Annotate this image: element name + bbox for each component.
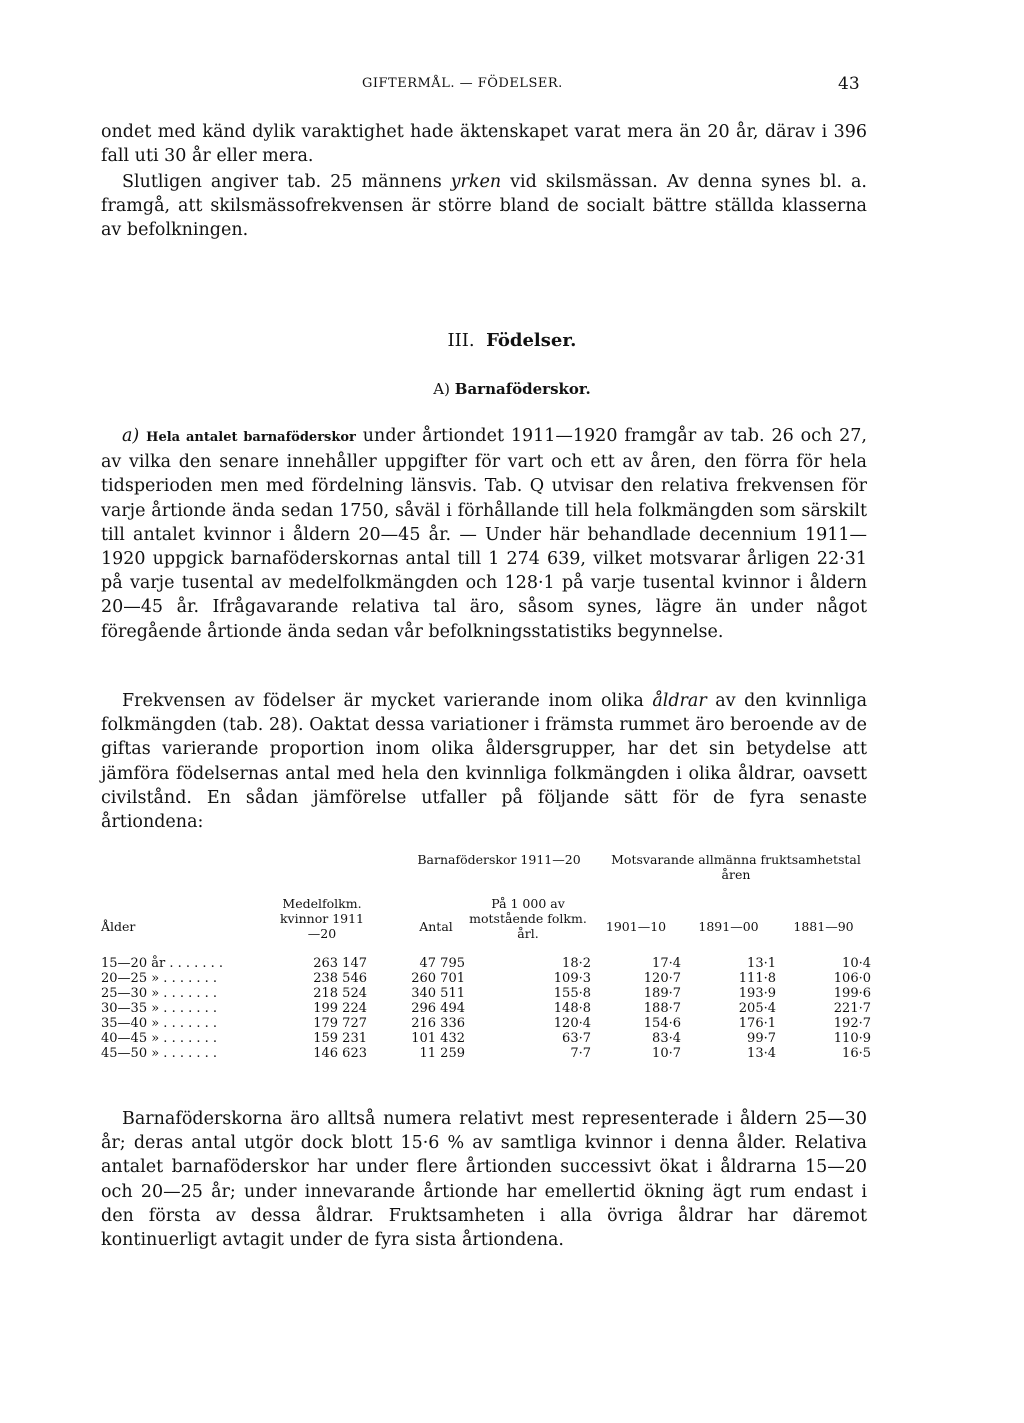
leader-dots: . . . . . . . xyxy=(159,986,218,1001)
paragraph-continuation: ondet med känd dylik varaktighet hade äktenskapet varat mera än 20 år, därav i 396 fall uti 30 år eller mera. xyxy=(101,122,867,167)
rate-1881-cell: 16·5 xyxy=(842,1046,871,1061)
rate-1881-cell: 106·0 xyxy=(833,971,871,986)
mean-population-cell: 238 546 xyxy=(313,971,367,986)
page-number: 43 xyxy=(838,74,860,94)
leader-dots: . . . . . . . xyxy=(159,1046,218,1061)
age-label: 45—50 » xyxy=(101,1046,160,1061)
header-1901-10: 1901—10 xyxy=(605,918,667,934)
subsection-heading xyxy=(0,380,1024,398)
age-label: 35—40 » xyxy=(101,1016,160,1031)
rate-1901-cell: 17·4 xyxy=(652,956,681,971)
mean-population-cell: 159 231 xyxy=(313,1031,367,1046)
rate-1881-cell: 221·7 xyxy=(833,1001,871,1016)
table-row xyxy=(101,1046,871,1061)
subsection-title: Barnaföderskor. xyxy=(454,380,591,398)
mean-population-cell: 199 224 xyxy=(313,1001,367,1016)
text-run: Slutligen angiver tab. 25 männens xyxy=(122,172,451,192)
rate-1881-cell: 199·6 xyxy=(833,986,871,1001)
age-cell xyxy=(101,1031,277,1046)
text-run: under årtiondet 1911—1920 framgår av tab. 26 och 27, av vilka den senare innehåller uppgifter för vart och ett av åren, den förra för hela tidsperioden men med fördelning länsvis. Tab. Q utvisar den relativa frekvensen för varje årtionde ända sedan 1750, såväl i förhållande till hela folkmängden som särskilt till antalet kvinnor i åldern 20—45 år. — Under här behandlade decennium 1911—1920 uppgick barnaföderskornas antal till 1 274 639, vilket motsvarar årligen 22·31 på varje tusental av medelfolkmängden och 128·1 på varje tusental kvinnor i åldern 20—45 år. Ifrågavarande relativa tal äro, såsom synes, lägre än under något föregående årtionde ända sedan vår befolkningsstatistiks begynnelse. xyxy=(101,426,867,642)
text-run: Frekvensen av födelser är mycket varierande inom olika xyxy=(122,691,653,711)
header-count: Antal xyxy=(419,918,453,934)
emphasis-text: åldrar xyxy=(652,691,707,711)
rate-1881-cell: 192·7 xyxy=(833,1016,871,1031)
emphasis-text: yrken xyxy=(450,172,502,192)
section-title: Födelser. xyxy=(486,330,577,351)
rate-1891-cell: 13·4 xyxy=(747,1046,776,1061)
rate-1901-cell: 154·6 xyxy=(643,1016,681,1031)
header-group-mothers: Barnaföderskor 1911—20 xyxy=(417,852,581,867)
header-per-1000: På 1 000 av motstående folkm. årl. xyxy=(469,896,587,941)
rate-1901-cell: 189·7 xyxy=(643,986,681,1001)
per-1000-cell: 120·4 xyxy=(553,1016,591,1031)
age-label: 25—30 » xyxy=(101,986,160,1001)
running-title: GIFTERMÅL. — FÖDELSER. xyxy=(362,76,563,91)
paragraph-conclusion: Barnaföderskorna äro alltså numera relativt mest representerade i åldern 25—30 år; deras antal utgör dock blott 15·6 % av samtliga kvinnor i denna ålder. Relativa antalet barnaföderskor har under flere årtionden successivt ökat i åldrarna 15—20 och 20—25 år; under innevarande årtionde har emellertid ökning ägt rum endast i den första av dessa åldrar. Fruktsamheten i alla övriga åldrar har däremot kontinuerligt avtagit under de fyra sista årtiondena. xyxy=(101,1109,867,1251)
rate-1881-cell: 110·9 xyxy=(833,1031,871,1046)
count-cell: 11 259 xyxy=(419,1046,465,1061)
age-label: 40—45 » xyxy=(101,1031,160,1046)
header-1881-90: 1881—90 xyxy=(793,918,854,934)
running-header xyxy=(0,76,1024,100)
age-cell xyxy=(101,956,277,971)
rate-1891-cell: 99·7 xyxy=(747,1031,776,1046)
leader-dots: . . . . . . . xyxy=(165,956,224,971)
rate-1891-cell: 111·8 xyxy=(738,971,776,986)
paragraph-occupations xyxy=(101,170,867,243)
rate-1901-cell: 10·7 xyxy=(652,1046,681,1061)
fertility-table xyxy=(101,852,871,1061)
age-cell xyxy=(101,1001,277,1016)
header-mean-population: Medelfolkm. kvinnor 1911—20 xyxy=(279,896,365,941)
per-1000-cell: 155·8 xyxy=(553,986,591,1001)
header-group-fertility: Motsvarande allmänna fruktsamhetstal åren xyxy=(611,852,861,882)
per-1000-cell: 18·2 xyxy=(562,956,591,971)
age-cell xyxy=(101,1016,277,1031)
leader-dots: . . . . . . . xyxy=(159,1001,218,1016)
header-age: Ålder xyxy=(101,918,136,934)
rate-1901-cell: 83·4 xyxy=(652,1031,681,1046)
text-run: vid skilsmässan. Av denna synes bl. a. framgå, att skilsmässofrekvensen är större bland de socialt bättre ställda klasserna av befolkningen. xyxy=(101,172,867,241)
rate-1901-cell: 188·7 xyxy=(643,1001,681,1016)
per-1000-cell: 148·8 xyxy=(553,1001,591,1016)
leader-dots: . . . . . . . xyxy=(159,971,218,986)
table-row xyxy=(101,956,871,971)
per-1000-cell: 7·7 xyxy=(570,1046,591,1061)
count-cell: 296 494 xyxy=(411,1001,465,1016)
table-row xyxy=(101,986,871,1001)
age-cell xyxy=(101,986,277,1001)
rate-1891-cell: 13·1 xyxy=(747,956,776,971)
table-row xyxy=(101,1031,871,1046)
mean-population-cell: 218 524 xyxy=(313,986,367,1001)
rate-1891-cell: 193·9 xyxy=(738,986,776,1001)
age-label: 20—25 » xyxy=(101,971,160,986)
age-label: 30—35 » xyxy=(101,1001,160,1016)
paragraph-marker: a) xyxy=(122,426,140,446)
table-row xyxy=(101,971,871,986)
count-cell: 260 701 xyxy=(411,971,465,986)
header-1891-00: 1891—00 xyxy=(698,918,759,934)
leader-dots: . . . . . . . xyxy=(159,1031,218,1046)
section-number: III. xyxy=(447,330,475,351)
subsection-label: A) xyxy=(433,380,450,398)
section-heading xyxy=(0,330,1024,351)
age-label: 15—20 år xyxy=(101,956,166,971)
rate-1891-cell: 176·1 xyxy=(738,1016,776,1031)
leader-dots: . . . . . . . xyxy=(159,1016,218,1031)
mean-population-cell: 146 623 xyxy=(313,1046,367,1061)
count-cell: 47 795 xyxy=(419,956,465,971)
count-cell: 216 336 xyxy=(411,1016,465,1031)
age-cell xyxy=(101,1046,277,1061)
count-cell: 340 511 xyxy=(411,986,465,1001)
age-cell xyxy=(101,971,277,986)
table-row xyxy=(101,1001,871,1016)
text-run: av den kvinnliga folkmängden (tab. 28). Oaktat dessa variationer i främsta rummet äro beroende av de giftas varierande proportion inom olika åldersgrupper, har det sin betydelse att jämföra födelsernas antal med hela den kvinnliga folkmängden i olika åldrar, oavsett civilstånd. En sådan jämförelse utfaller på följande sätt för de fyra senaste årtiondena: xyxy=(101,691,868,833)
table-row xyxy=(101,1016,871,1031)
paragraph-lead-term: Hela antalet barnaföderskor xyxy=(146,430,356,445)
paragraph-total-mothers xyxy=(101,424,867,644)
rate-1881-cell: 10·4 xyxy=(842,956,871,971)
per-1000-cell: 109·3 xyxy=(553,971,591,986)
count-cell: 101 432 xyxy=(411,1031,465,1046)
paragraph-age-frequency xyxy=(101,689,867,834)
mean-population-cell: 179 727 xyxy=(313,1016,367,1031)
rate-1901-cell: 120·7 xyxy=(643,971,681,986)
mean-population-cell: 263 147 xyxy=(313,956,367,971)
per-1000-cell: 63·7 xyxy=(562,1031,591,1046)
rate-1891-cell: 205·4 xyxy=(738,1001,776,1016)
